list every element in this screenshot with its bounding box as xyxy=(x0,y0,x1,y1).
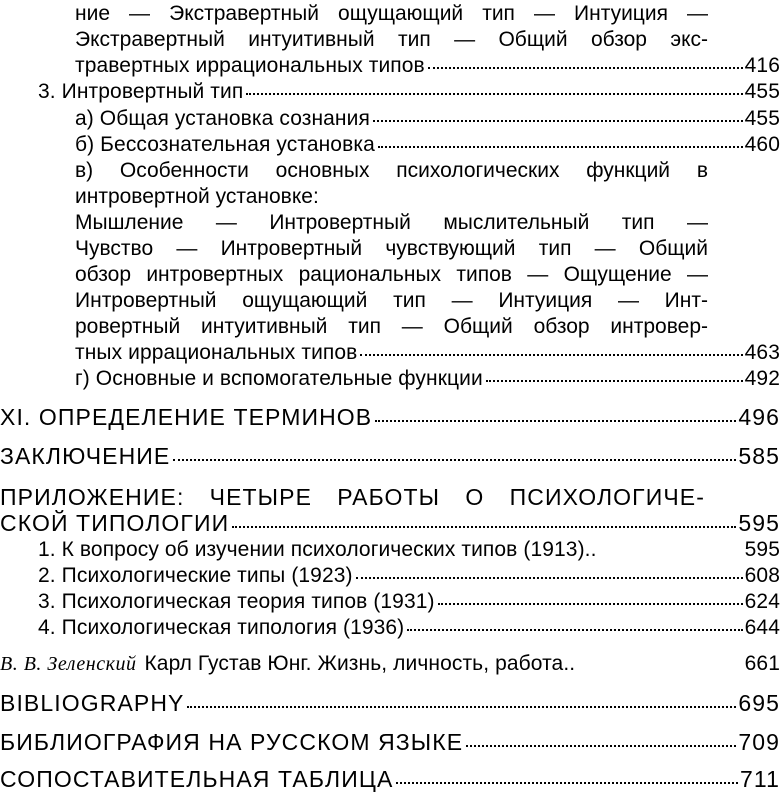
toc-page-number: 496 xyxy=(738,404,780,430)
toc-entry-title: б) Бессознательная установка xyxy=(75,133,375,156)
toc-entry[interactable] xyxy=(38,590,780,614)
toc-entry-title: СКОЙ ТИПОЛОГИИ xyxy=(0,510,230,536)
toc-entry-title: BIBLIOGRAPHY xyxy=(0,690,185,716)
toc-page-number: 644 xyxy=(744,616,780,639)
toc-entry[interactable] xyxy=(38,616,780,640)
leader-dots xyxy=(378,146,743,148)
toc-page-number: 661 xyxy=(744,652,780,675)
leader-dots xyxy=(360,354,742,356)
toc-entry-title: травертных иррациональных типов xyxy=(75,54,425,77)
toc-entry[interactable] xyxy=(75,54,780,78)
toc-entry[interactable] xyxy=(38,564,780,588)
toc-text-line: интровертной установке: xyxy=(75,185,319,208)
toc-entry[interactable] xyxy=(38,80,780,104)
toc-entry-title: 4. Психологическая типология (1936) xyxy=(38,616,405,639)
toc-entry-title: 3. Психологическая теория типов (1931) xyxy=(38,590,435,613)
toc-entry-title: тных иррациональных типов xyxy=(75,341,358,364)
toc-page-number: 463 xyxy=(744,341,780,364)
toc-entry-title: ЗАКЛЮЧЕНИЕ xyxy=(0,443,171,469)
toc-entry-title: БИБЛИОГРАФИЯ НА РУССКОМ ЯЗЫКЕ xyxy=(0,729,464,755)
toc-page-number: 624 xyxy=(744,590,780,613)
leader-dots xyxy=(232,526,736,528)
toc-entry-title: а) Общая установка сознания xyxy=(75,107,370,130)
toc-entry[interactable] xyxy=(0,510,780,537)
toc-text-line: обзор интровертных рациональных типов — Ощущение — xyxy=(75,263,708,286)
toc-page-number: 711 xyxy=(740,766,780,792)
toc-entry[interactable] xyxy=(75,107,780,131)
toc-text-line: ровертный интуитивный тип — Общий обзор интровер- xyxy=(75,315,708,338)
toc-page-number: 608 xyxy=(744,564,780,587)
toc-text-line: Интровертный ощущающий тип — Интуиция — Инт- xyxy=(75,289,708,312)
toc-entry-author: В. В. Зеленский xyxy=(0,653,137,675)
toc-entry[interactable] xyxy=(0,443,780,470)
toc-text-line: ние — Экстравертный ощущающий тип — Интуиция — xyxy=(75,2,708,25)
toc-page-number: 595 xyxy=(738,510,780,536)
leader-dots xyxy=(187,706,736,708)
leader-dots xyxy=(428,67,743,69)
leader-dots xyxy=(375,420,736,422)
toc-page-number: 416 xyxy=(744,54,780,77)
toc-entry-title: СОПОСТАВИТЕЛЬНАЯ ТАБЛИЦА xyxy=(0,766,394,792)
toc-page-number: 695 xyxy=(738,690,780,716)
toc-page-number: 455 xyxy=(744,107,780,130)
leader-dots xyxy=(246,93,742,95)
toc-entry-title: Карл Густав Юнг. Жизнь, личность, работа.. xyxy=(144,652,576,675)
toc-entry[interactable] xyxy=(0,690,780,717)
leader-dots xyxy=(396,782,738,784)
toc-text-line: в) Особенности основных психологических функций в xyxy=(75,159,708,182)
toc-entry-title: XI. ОПРЕДЕЛЕНИЕ ТЕРМИНОВ xyxy=(0,404,373,430)
toc-entry-title: 2. Психологические типы (1923) xyxy=(38,564,353,587)
toc-entry[interactable] xyxy=(75,341,780,365)
toc-entry[interactable] xyxy=(0,404,780,431)
leader-dots xyxy=(438,603,743,605)
toc-text-line: Экстравертный интуитивный тип — Общий обзор экс- xyxy=(75,28,708,51)
toc-entry-title: г) Основные и вспомогательные функции xyxy=(75,367,483,390)
toc-page-number: 455 xyxy=(744,80,780,103)
leader-dots xyxy=(173,459,736,461)
leader-dots xyxy=(407,629,742,631)
toc-text-line: Мышление — Интровертный мыслительный тип — xyxy=(75,211,708,234)
toc-page-number: 460 xyxy=(744,133,780,156)
leader-dots xyxy=(466,745,736,747)
toc-entry[interactable] xyxy=(75,367,780,391)
toc-text-line: Чувство — Интровертный чувствующий тип — Общий xyxy=(75,237,708,260)
toc-page-number: 595 xyxy=(744,538,780,561)
toc-page-number: 585 xyxy=(738,443,780,469)
toc-page-number: 492 xyxy=(744,367,780,390)
leader-dots xyxy=(373,120,743,122)
toc-entry-title: 1. К вопросу об изучении психологических типов (1913).. xyxy=(38,538,597,561)
toc-entry[interactable] xyxy=(0,729,780,756)
toc-page-number: 709 xyxy=(738,729,780,755)
toc-entry-title: 3. Интровертный тип xyxy=(38,80,244,103)
leader-dots xyxy=(356,577,743,579)
toc-entry[interactable] xyxy=(38,538,780,562)
leader-dots xyxy=(486,380,743,382)
toc-entry[interactable] xyxy=(0,652,780,676)
toc-entry[interactable] xyxy=(0,766,780,793)
toc-text-line: ПРИЛОЖЕНИЕ: ЧЕТЫРЕ РАБОТЫ О ПСИХОЛОГИЧЕ- xyxy=(0,484,705,510)
toc-entry[interactable] xyxy=(75,133,780,157)
